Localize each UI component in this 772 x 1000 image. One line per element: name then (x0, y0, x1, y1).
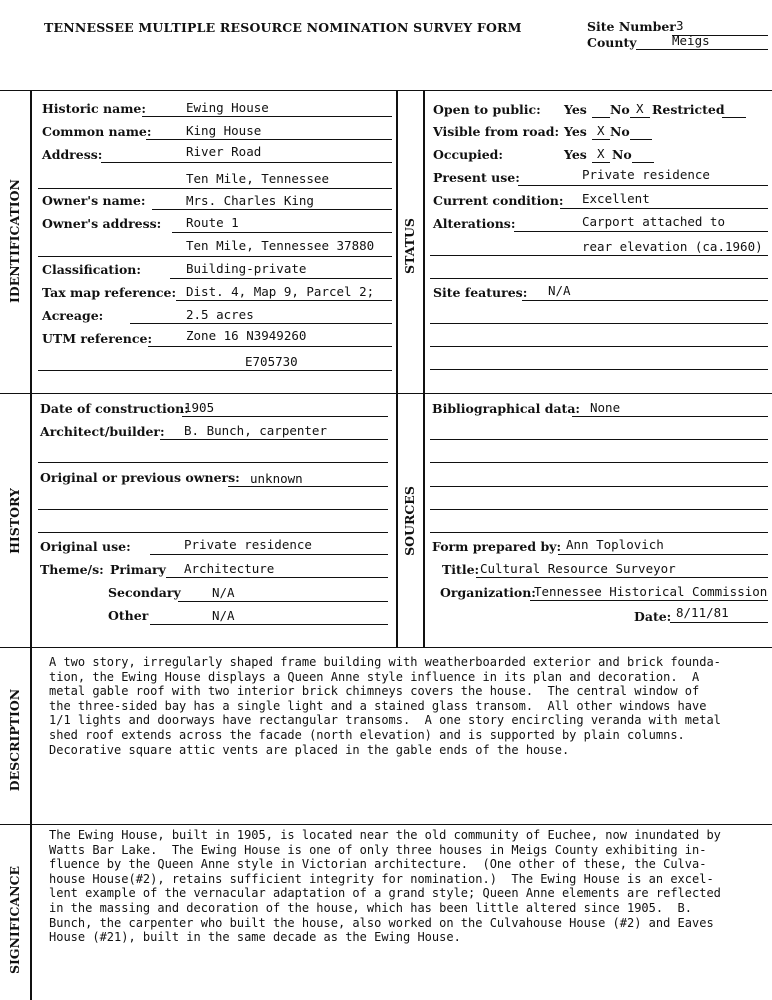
date-line (670, 622, 768, 623)
significance-text (49, 828, 721, 945)
description-line: metal gable roof with two interior brick chimneys covers the house. The central window of (49, 684, 700, 699)
significance-line: The Ewing House, built in 1905, is located near the old community of Euchee, now inundated by (49, 828, 721, 842)
description-line: tion, the Ewing House displays a Queen Anne style influence in its plan and decoration. A (49, 669, 700, 684)
section-identification: IDENTIFICATION (7, 179, 22, 303)
previous-owners-line3 (38, 532, 388, 533)
section-sources: SOURCES (402, 486, 417, 556)
section-history: HISTORY (7, 488, 22, 554)
frame-mid-line-left (396, 90, 398, 647)
section-significance: SIGNIFICANCE (7, 865, 22, 975)
owner-name-label: Owner's name: (42, 193, 146, 208)
visible-no-blank (630, 139, 652, 140)
title-line (476, 577, 768, 578)
organization-label: Organization: (440, 585, 536, 600)
description-line: Decorative square attic vents are placed in the gable ends of the house. (49, 742, 570, 757)
title-value: Cultural Resource Surveyor (480, 561, 676, 576)
tax-map-value: Dist. 4, Map 9, Parcel 2; (186, 284, 375, 299)
frame-top-line (0, 90, 772, 91)
open-no-blank (630, 117, 650, 118)
present-use-line (518, 185, 768, 186)
original-use-value: Private residence (184, 537, 312, 552)
prepared-line (558, 554, 768, 555)
utm-line1 (148, 346, 392, 347)
owner-address-line1-value: Route 1 (186, 215, 239, 230)
county-label: County (587, 35, 637, 50)
utm-line1-value: Zone 16 N3949260 (186, 328, 307, 343)
tax-map-label: Tax map reference: (42, 285, 177, 300)
section-description: DESCRIPTION (7, 688, 22, 792)
open-no-label: No (610, 102, 630, 117)
section-status: STATUS (402, 218, 417, 274)
significance-line: fluence by the Queen Anne style in Victorian architecture. (One other of these, the Culva- (49, 857, 707, 872)
occupied-no-label: No (612, 147, 632, 162)
date-of-construction-label: Date of construction: (40, 401, 189, 416)
original-use-line (150, 554, 388, 555)
occupied-label: Occupied: (433, 147, 503, 162)
significance-line: House (#21), built in the same decade as the Ewing House. (49, 930, 461, 945)
owner-address-line1 (172, 232, 392, 233)
alterations-line2-value: rear elevation (ca.1960) (582, 239, 763, 254)
organization-value: Tennessee Historical Commission (534, 584, 768, 599)
significance-line: Watts Bar Lake. The Ewing House is one of only three houses in Meigs County exhibiting in- (49, 842, 707, 857)
address-label: Address: (42, 147, 103, 162)
owner-name-line (152, 209, 392, 210)
county-value: Meigs (672, 33, 710, 48)
common-name-value: King House (186, 123, 262, 138)
alterations-line3 (430, 278, 768, 279)
secondary-label: Secondary (108, 585, 181, 600)
frame-left-line (30, 90, 32, 1000)
acreage-line (130, 323, 392, 324)
biblio-line1 (572, 416, 768, 417)
primary-line (166, 577, 388, 578)
description-line: A two story, irregularly shaped frame building with weatherboarded exterior and brick founda- (49, 655, 721, 669)
biblio-line3 (430, 462, 768, 463)
occupied-no-blank (632, 162, 654, 163)
significance-line: Bunch, the carpenter who built the house, also worked on the Culvahouse House (#2) and Eaves (49, 915, 714, 930)
frame-line-description (0, 647, 772, 648)
owner-address-label: Owner's address: (42, 216, 162, 231)
biblio-line4 (430, 486, 768, 487)
current-condition-label: Current condition: (433, 193, 564, 208)
visible-no-label: No (610, 124, 630, 139)
frame-line-history (0, 393, 772, 394)
open-restricted-blank (722, 117, 746, 118)
acreage-label: Acreage: (42, 308, 104, 323)
address-line2-value: Ten Mile, Tennessee (186, 171, 329, 186)
site-features-line2 (430, 323, 768, 324)
significance-line: lent example of the vernacular adaptation of a grand style; Queen Anne elements are reflected (49, 886, 721, 901)
date-of-construction-line (182, 416, 388, 417)
open-to-public-label: Open to public: (433, 102, 541, 117)
utm-line2-value: E705730 (245, 354, 298, 369)
alterations-line1 (514, 231, 768, 232)
open-yes-blank (592, 117, 610, 118)
open-restricted-label: Restricted (652, 102, 725, 117)
present-use-label: Present use: (433, 170, 520, 185)
owner-name-value: Mrs. Charles King (186, 193, 314, 208)
bibliographical-data-label: Bibliographical data: (432, 401, 581, 416)
description-line: the three-sided bay has a single light and a stained glass transom. All other windows have (49, 698, 707, 713)
description-line: 1/1 lights and doorways have rectangular transoms. A one story encircling veranda with metal (49, 713, 721, 728)
previous-owners-value: unknown (250, 471, 303, 486)
owner-address-line2 (38, 256, 392, 257)
description-line: shed roof extends across the facade (north elevation) and is supported by plain columns. (49, 727, 685, 742)
utm-label: UTM reference: (42, 331, 153, 346)
open-yes-label: Yes (564, 102, 587, 117)
bibliographical-data-value: None (590, 400, 621, 415)
date-of-construction-value: 1905 (184, 400, 215, 415)
historic-name-line (142, 116, 392, 117)
title-label: Title: (442, 562, 480, 577)
visible-yes-label: Yes (564, 124, 587, 139)
other-value: N/A (212, 608, 235, 623)
form-title: TENNESSEE MULTIPLE RESOURCE NOMINATION SURVEY FORM (44, 20, 522, 35)
common-name-line (146, 139, 392, 140)
primary-value: Architecture (184, 561, 275, 576)
other-line (150, 624, 388, 625)
architect-label: Architect/builder: (40, 424, 165, 439)
site-features-value: N/A (548, 283, 571, 298)
tax-map-line (176, 300, 392, 301)
secondary-line (178, 601, 388, 602)
date-value: 8/11/81 (676, 605, 729, 620)
other-label: Other (108, 608, 149, 623)
open-no-mark: X (636, 101, 644, 116)
visible-yes-blank (592, 139, 610, 140)
significance-line: house House(#2), retains sufficient integrity for nomination.) The Ewing House is an excel- (49, 871, 714, 886)
architect-line (160, 439, 388, 440)
address-line2 (38, 188, 392, 189)
visible-from-road-label: Visible from road: (433, 124, 560, 139)
visible-yes-mark: X (597, 123, 605, 138)
form-prepared-by-value: Ann Toplovich (566, 537, 664, 552)
acreage-value: 2.5 acres (186, 307, 254, 322)
occupied-yes-mark: X (597, 146, 605, 161)
primary-label: Primary (110, 562, 166, 577)
site-number-label: Site Number (587, 19, 676, 34)
previous-owners-line2 (38, 509, 388, 510)
organization-line (530, 600, 768, 601)
significance-line: in the massing and decoration of the house, which has been little altered since 1905. B. (49, 900, 692, 915)
form-prepared-by-label: Form prepared by: (432, 539, 562, 554)
site-features-line4 (430, 369, 768, 370)
current-condition-line (560, 208, 768, 209)
occupied-yes-blank (592, 162, 610, 163)
county-underline (636, 49, 768, 50)
historic-name-label: Historic name: (42, 101, 146, 116)
site-number-value: 3 (676, 18, 684, 33)
date-label: Date: (634, 609, 672, 624)
description-text (49, 655, 721, 757)
biblio-line6 (430, 532, 768, 533)
themes-label: Theme/s: (40, 562, 104, 577)
previous-owners-line (228, 486, 388, 487)
address-line1 (101, 162, 392, 163)
architect-line2 (38, 462, 388, 463)
current-condition-value: Excellent (582, 191, 650, 206)
biblio-line2 (430, 439, 768, 440)
original-use-label: Original use: (40, 539, 131, 554)
classification-label: Classification: (42, 262, 141, 277)
occupied-yes-label: Yes (564, 147, 587, 162)
address-line1-value: River Road (186, 144, 262, 159)
biblio-line5 (430, 509, 768, 510)
site-features-label: Site features: (433, 285, 528, 300)
classification-value: Building-private (186, 261, 307, 276)
frame-line-significance (0, 824, 772, 825)
site-features-line1 (522, 300, 768, 301)
owner-address-line2-value: Ten Mile, Tennessee 37880 (186, 238, 375, 253)
classification-line (170, 278, 392, 279)
secondary-value: N/A (212, 585, 235, 600)
alterations-line1-value: Carport attached to (582, 214, 725, 229)
present-use-value: Private residence (582, 167, 710, 182)
site-features-line3 (430, 346, 768, 347)
architect-value: B. Bunch, carpenter (184, 423, 327, 438)
previous-owners-label: Original or previous owners: (40, 470, 240, 485)
frame-mid-line-right (423, 90, 425, 647)
alterations-line2 (430, 255, 768, 256)
common-name-label: Common name: (42, 124, 152, 139)
historic-name-value: Ewing House (186, 100, 269, 115)
alterations-label: Alterations: (433, 216, 516, 231)
utm-line2 (38, 370, 392, 371)
